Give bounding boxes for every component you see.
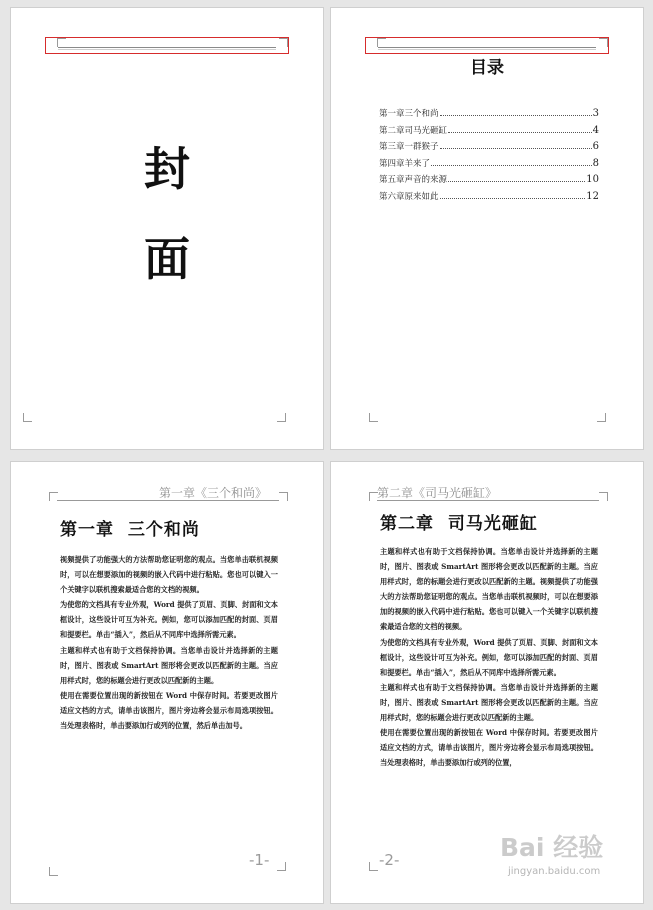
- paragraph: 主题和样式也有助于文档保持协调。当您单击设计并选择新的主题时，图片、图表或 SmartArt 图形将会更改以匹配新的主题。当应用样式时，您的标题会进行更改以匹配新的主题。: [60, 645, 278, 685]
- header-rule-secondary: [58, 49, 276, 50]
- toc-entry-page: 4: [592, 124, 599, 136]
- running-header: 第一章《三个和尚》: [159, 486, 268, 500]
- toc-entry-page: 10: [586, 174, 599, 186]
- paragraph: 使用在需要位置出现的新按钮在 Word 中保存时间。若要更改图片适应文档的方式，请单击该图片，图片旁边将会显示布局选项按钮。当处理表格时，单击要添加行或列的位置，然后单击加号。: [60, 690, 278, 731]
- page-chapter-2: [330, 461, 644, 904]
- toc-entry-title: 第四章羊来了: [379, 158, 431, 169]
- paragraph: 主题和样式也有助于文档保持协调。当您单击设计并选择新的主题时，图片、图表或 SmartArt 图形将会更改以匹配新的主题。当应用样式时，您的标题会进行更改以匹配新的主题。: [380, 682, 598, 723]
- crop-mark: [277, 862, 286, 871]
- toc-leader: [448, 132, 592, 133]
- toc-entry-page: 12: [586, 190, 599, 202]
- toc-entry[interactable]: [379, 140, 599, 157]
- crop-mark: [599, 492, 608, 501]
- paragraph: 为使您的文档具有专业外观，Word 提供了页眉、页脚、封面和文本框设计，这些设计可互为补充。例如，您可以添加匹配的封面、页眉和提要栏。单击“插入”，然后从不同库中选择所需元素。: [60, 600, 278, 640]
- chapter-title: 第一章 三个和尚: [60, 520, 200, 540]
- header-selection-box[interactable]: [365, 37, 609, 54]
- header-rule-secondary: [378, 49, 596, 50]
- page-cover: [10, 7, 324, 450]
- crop-mark: [49, 867, 58, 876]
- toc-entry[interactable]: [379, 190, 599, 207]
- toc-entry-title: 第五章声音的来源: [379, 175, 448, 186]
- toc-leader: [440, 148, 592, 149]
- toc-entry-title: 第一章三个和尚: [379, 109, 439, 119]
- crop-mark: [599, 38, 608, 47]
- toc-leader: [440, 198, 586, 199]
- cover-title-char-2: 面: [144, 232, 190, 286]
- crop-mark: [369, 413, 378, 422]
- toc-leader: [448, 181, 585, 182]
- crop-mark: [279, 38, 288, 47]
- toc-entry[interactable]: [379, 107, 599, 124]
- crop-mark: [369, 862, 378, 871]
- crop-mark: [57, 38, 66, 47]
- header-rule: [377, 500, 599, 501]
- toc-entry-page: 8: [592, 157, 599, 169]
- toc-leader: [431, 165, 592, 166]
- toc-entry[interactable]: [379, 124, 599, 141]
- toc-entry-title: 第三章一群猴子: [379, 142, 439, 153]
- toc-entry[interactable]: [379, 173, 599, 190]
- crop-mark: [277, 413, 286, 422]
- chapter-title: 第二章 司马光砸缸: [380, 514, 538, 534]
- toc-entry-page: 3: [592, 108, 599, 119]
- toc-entry[interactable]: [379, 157, 599, 174]
- toc-entry-page: 6: [592, 141, 599, 153]
- watermark-logo: Bai 经验: [500, 833, 604, 862]
- crop-mark: [597, 413, 606, 422]
- toc-entry-title: 第六章原来如此: [379, 191, 439, 202]
- cover-title-char-1: 封: [144, 142, 190, 196]
- crop-mark: [23, 413, 32, 422]
- toc-leader: [440, 115, 592, 116]
- paragraph: 为使您的文档具有专业外观，Word 提供了页眉、页脚、封面和文本框设计，这些设计可互为补充。例如，您可以添加匹配的封面、页眉和提要栏。单击“插入”，然后从不同库中选择所需元素。: [380, 637, 598, 677]
- toc-title: 目录: [470, 58, 504, 78]
- crop-mark: [279, 492, 288, 501]
- paragraph: 使用在需要位置出现的新按钮在 Word 中保存时间。若要更改图片适应文档的方式，请单击该图片，图片旁边将会显示布局选项按钮。当处理表格时，单击要添加行或列的位置，: [380, 728, 598, 768]
- page-chapter-1: [10, 461, 324, 904]
- header-selection-box[interactable]: [45, 37, 289, 54]
- chapter-body: [380, 544, 598, 770]
- toc-entry-title: 第二章司马光砸缸: [379, 125, 448, 136]
- watermark-url: jingyan.baidu.com: [508, 866, 601, 877]
- header-rule: [57, 500, 279, 501]
- page-toc: [330, 7, 644, 450]
- header-rule: [378, 47, 596, 48]
- header-rule: [58, 47, 276, 48]
- paragraph: 主题和样式也有助于文档保持协调。当您单击设计并选择新的主题时，图片、图表或 SmartArt 图形将会更改以匹配新的主题。当应用样式时，您的标题会进行更改以匹配新的主题。视频提供了功能强大的方法帮助您证明您的观点。当您单击联机视频时，可以在想要添加的视频的嵌入代码中进行粘贴。您也可以键入一个关键字以联机搜索最适合您的文档的视频。: [380, 547, 598, 632]
- running-header: 第二章《司马光砸缸》: [377, 486, 498, 500]
- crop-mark: [369, 492, 378, 501]
- crop-mark: [49, 492, 58, 501]
- paragraph: 视频提供了功能强大的方法帮助您证明您的观点。当您单击联机视频时，可以在想要添加的视频的嵌入代码中进行粘贴。您也可以键入一个关键字以联机搜索最适合您的文档的视频。: [60, 555, 278, 595]
- chapter-body: [60, 552, 278, 733]
- page-number: -2-: [379, 851, 400, 869]
- toc-list: [379, 107, 599, 207]
- page-number: -1-: [249, 851, 270, 869]
- crop-mark: [377, 38, 386, 47]
